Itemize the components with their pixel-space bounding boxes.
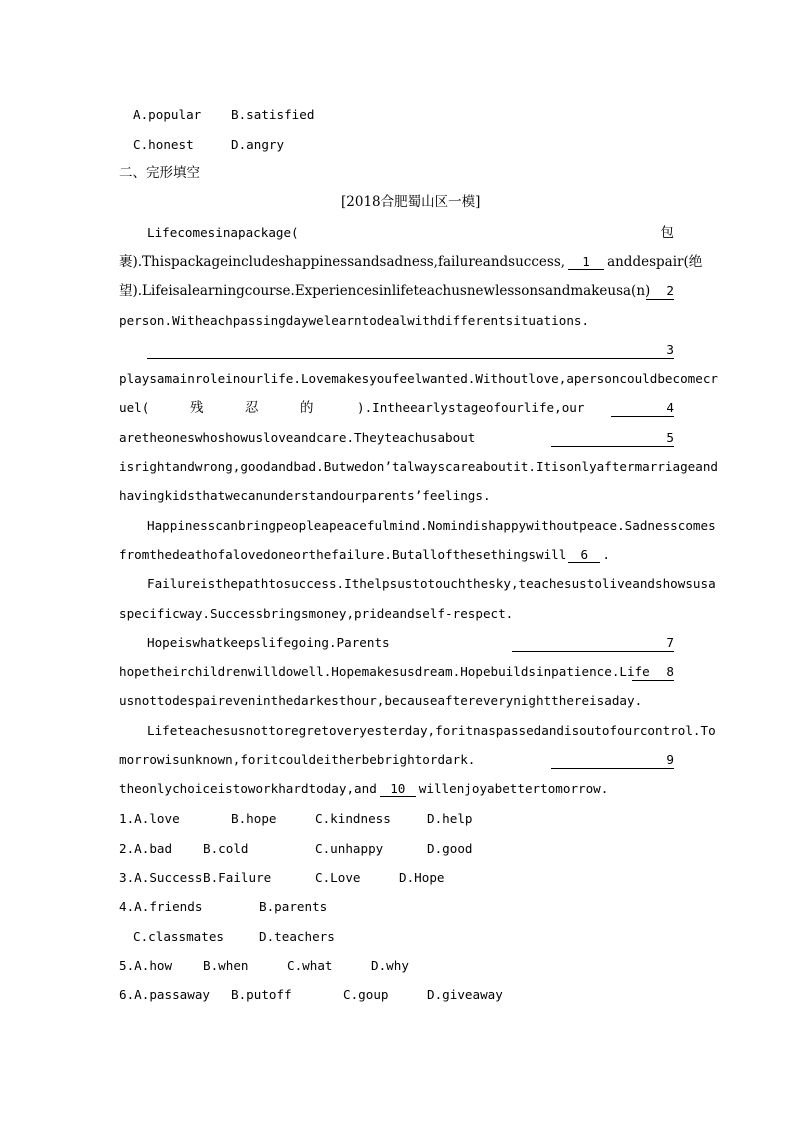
passage-line: usnottodespaireveninthedarkesthour,becauseaftereverynightthereisaday. — [119, 693, 643, 708]
question-4-a: 4.A.friends — [119, 899, 203, 914]
question-2-b: B.cold — [203, 841, 249, 856]
blank-1: 1 — [568, 254, 604, 270]
line-text: . — [602, 547, 610, 562]
passage-line: hopetheirchildrenwilldowell.Hopemakesusdream.Hopebuildsinpatience.Life — [119, 664, 650, 679]
blank-8: 8 — [632, 664, 674, 681]
blank-6: 6 — [568, 547, 600, 563]
question-1-b: B.hope — [231, 811, 277, 826]
question-1-d: D.help — [427, 811, 473, 826]
question-6-b: B.putoff — [231, 987, 292, 1002]
passage-line: morrowisunknown,foritcouldeitherbebrightordark. — [119, 752, 476, 767]
passage-line: specificway.Successbringsmoney,prideandself-respect. — [119, 606, 514, 621]
passage-line: isrightandwrong,goodandbad.Butwedon’talwayscareaboutit.Itisonlyaftermarriageand — [119, 459, 718, 474]
blank-5: 5 — [551, 430, 674, 447]
line-text: 裹).Thispackageincludeshappinessandsadness,failureandsuccess, — [119, 254, 566, 270]
section-heading: 二、完形填空 — [119, 165, 200, 181]
line-text: 包 — [660, 225, 674, 241]
blank-7: 7 — [512, 635, 674, 652]
blank-2: 2 — [646, 283, 674, 300]
blank-9: 9 — [551, 752, 674, 769]
question-5-a: 5.A.how — [119, 958, 173, 973]
question-5-c: C.what — [287, 958, 333, 973]
passage-line: Hopeiswhatkeepslifegoing.Parents — [147, 635, 390, 650]
blank-3: 3 — [147, 342, 674, 359]
passage-line — [119, 547, 610, 563]
passage-line: playsamainroleinourlife.Lovemakesyoufeelwanted.Withoutlove,apersoncouldbecomecr — [119, 371, 718, 386]
line-text: Lifecomesinapackage( — [147, 225, 299, 240]
passage-char: 残 — [190, 400, 204, 416]
question-5-b: B.when — [203, 958, 249, 973]
blank-4: 4 — [611, 400, 674, 417]
source-label: [2018合肥蜀山区一模] — [341, 194, 481, 210]
question-1-a: 1.A.love — [119, 811, 180, 826]
passage-line — [119, 254, 702, 270]
question-2-a: 2.A.bad — [119, 841, 173, 856]
passage-line: aretheoneswhoshowusloveandcare.Theyteachusabout — [119, 430, 476, 445]
question-5-d: D.why — [371, 958, 409, 973]
passage-line — [119, 781, 608, 797]
passage-char: 忍 — [245, 400, 259, 416]
passage-line: Lifeteachesusnottoregretoveryesterday,foritnaspassedandisoutofourcontrol.To — [147, 723, 716, 738]
question-2-c: C.unhappy — [315, 841, 384, 856]
passage-line: Failureisthepathtosuccess.Ithelpsustotouchthesky,teachesustoliveandshowsusa — [147, 576, 716, 591]
question-4-c: C.classmates — [133, 929, 224, 944]
option-c: C.honest — [133, 137, 194, 152]
question-3-b: B.Failure — [203, 870, 272, 885]
question-4-d: D.teachers — [259, 929, 335, 944]
option-a: A.popular — [133, 107, 202, 122]
question-3-a: 3.A.Success — [119, 870, 203, 885]
passage-line: person.Witheachpassingdaywelearntodealwithdifferentsituations. — [119, 313, 590, 328]
line-text: 望).Lifeisalearningcourse.Experiencesinlifeteachusnewlessonsandmakeusa(n) — [119, 283, 651, 299]
passage-line: havingkidsthatwecanunderstandourparents’feelings. — [119, 488, 491, 503]
question-4-b: B.parents — [259, 899, 328, 914]
passage-line — [147, 225, 674, 241]
question-1-c: C.kindness — [315, 811, 391, 826]
blank-10: 10 — [380, 781, 416, 797]
option-b: B.satisfied — [231, 107, 315, 122]
question-3-d: D.Hope — [399, 870, 445, 885]
line-text: theonlychoiceistoworkhardtoday,and — [119, 781, 377, 796]
line-text: fromthedeathofalovedoneorthefailure.Butallofthesethingswill — [119, 547, 567, 562]
passage-line: uel( — [119, 400, 150, 415]
question-2-d: D.good — [427, 841, 473, 856]
line-text: willenjoyabettertomorrow. — [418, 781, 609, 796]
passage-char: 的 — [300, 400, 314, 416]
question-6-a: 6.A.passaway — [119, 987, 210, 1002]
line-text: anddespair(绝 — [607, 254, 703, 270]
question-3-c: C.Love — [315, 870, 361, 885]
question-6-c: C.goup — [343, 987, 389, 1002]
passage-line: ).Intheearlystageofourlife,our — [357, 400, 585, 415]
option-d: D.angry — [231, 137, 285, 152]
question-6-d: D.giveaway — [427, 987, 503, 1002]
passage-line: Happinesscanbringpeopleapeacefulmind.Nomindishappywithoutpeace.Sadnesscomes — [147, 518, 716, 533]
passage-line — [119, 283, 650, 299]
